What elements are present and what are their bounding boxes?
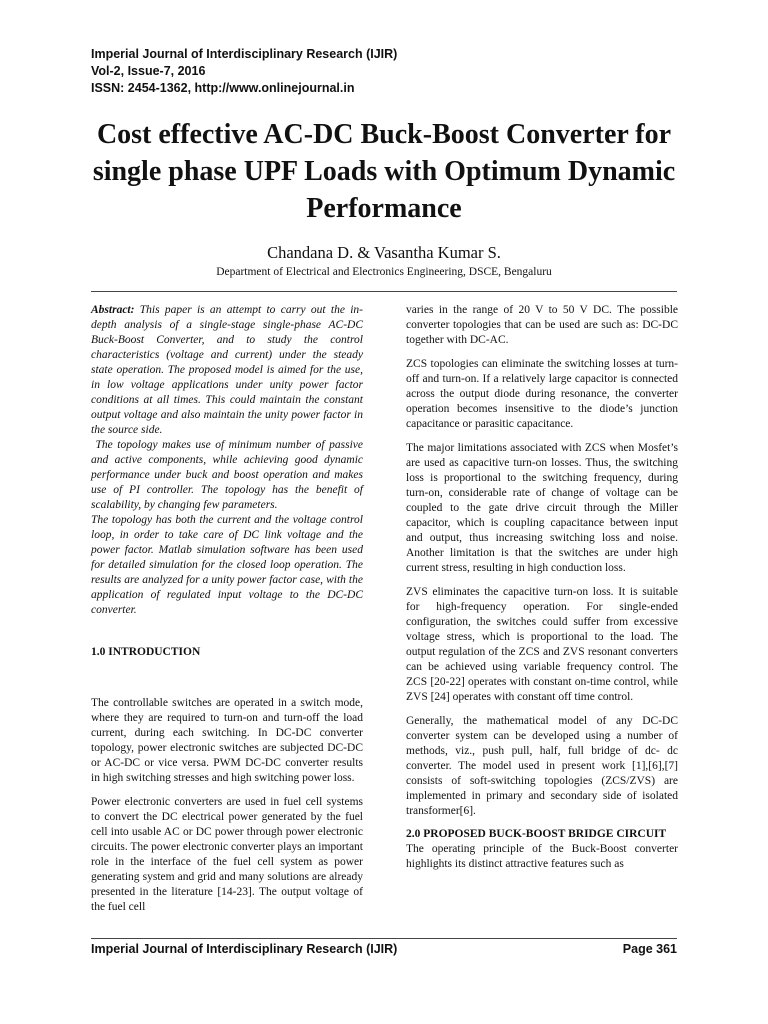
intro-heading: 1.0 INTRODUCTION — [91, 646, 201, 658]
section-2-heading: 2.0 PROPOSED BUCK-BOOST BRIDGE CIRCUIT — [406, 828, 667, 840]
body-paragraph-3: The major limitations associated with ZCS when Mosfet’s are used as capacitive turn-on losses. Thus, the switching loss is proportional to the switching frequency, during turn-on, considerable rate of change of voltage can be coupled to the gate drive circuit through the Miller capacitor, which is coupling capacitance between input and output, thus increasing switching loss and noise. Another limitation is that the switches are under high current stress, resulting in high conduction loss. — [406, 442, 678, 574]
intro-paragraph-2: Power electronic converters are used in fuel cell systems to convert the DC electrical power generated by the fuel cell into usable AC or DC power through power electronic circuits. The power electronic converter plays an important role in the interface of the fuel cell system as power generating system and grid and many solutions are already presented in the literature [14-23]. The output voltage of the fuel cell — [91, 796, 363, 913]
left-column — [91, 303, 363, 915]
body-paragraph-1: varies in the range of 20 V to 50 V DC. The possible converter topologies that can be used are such as: DC-DC together with DC-AC. — [406, 304, 678, 346]
abstract-paragraph-2 — [91, 438, 363, 513]
footer-divider — [91, 938, 677, 939]
abstract — [91, 303, 363, 618]
abstract-text-2: The topology makes use of minimum number of passive and active components, while achieving good dynamic performance under buck and boost operation and makes use of PI controller. The topology has the benefit of scalability, by changing few parameters. — [91, 439, 364, 511]
volume-issue: Vol-2, Issue-7, 2016 — [91, 64, 206, 78]
journal-header — [91, 46, 691, 97]
header-divider — [91, 291, 677, 292]
right-column — [406, 303, 678, 872]
footer-journal-name: Imperial Journal of Interdisciplinary Research (IJIR) — [91, 942, 398, 956]
body-paragraph-4: ZVS eliminates the capacitive turn-on loss. It is suitable for high-frequency operation. For single-ended configuration, the switches could suffer from excessive voltage stress, which is proportional to the load. The output regulation of the ZCS and ZVS resonant converters can be achieved using variable frequency control. The ZCS [20-22] operates with constant on-time control, while ZVS [24] operates with constant off time control. — [406, 586, 678, 703]
abstract-text-1: This paper is an attempt to carry out the in-depth analysis of a single-stage single-phase AC-DC Buck-Boost Converter, and to study the control characteristics (voltage and current) under the steady state operation. The proposed model is aimed for the use, in low voltage applications under unity power factor conditions at all times. This could maintain the constant output voltage and also maintain the unity power factor in the source side. — [91, 304, 364, 436]
body-paragraph-5: Generally, the mathematical model of any DC-DC converter system can be developed using a number of methods, viz., push pull, half, full bridge of dc- dc converter. The model used in present work [1],[6],[7] consists of soft-switching topologies (ZCS/ZVS) are implemented in primary and secondary side of isolated transformer[6]. — [406, 715, 678, 817]
intro-paragraph-1: The controllable switches are operated in a switch mode, where they are required to turn-on and turn-off the load current, during each switching. In DC-DC converter topology, power electronic switches are subjected DC-DC or AC-DC or vice versa. PWM DC-DC converter results in high switching stresses and high switching power loss. — [91, 697, 363, 784]
page-number: Page 361 — [622, 942, 677, 956]
journal-name: Imperial Journal of Interdisciplinary Research (IJIR) — [91, 47, 398, 61]
issn-url: ISSN: 2454-1362, http://www.onlinejournal.in — [91, 81, 355, 95]
body-paragraph-2: ZCS topologies can eliminate the switching losses at turn-off and turn-on. If a relatively large capacitor is connected across the output diode during resonance, the converter operation becomes insensitive to the diode’s junction capacitance or parasitic capacitance. — [406, 358, 678, 430]
body-paragraph-6: The operating principle of the Buck-Boost converter highlights its distinct attractive features such as — [406, 843, 678, 870]
abstract-paragraph-3: The topology has both the current and the voltage control loop, in order to take care of DC link voltage and the power factor. Matlab simulation software has been used for detailed simulation for the closed loop operation. The results are analyzed for a unity power factor case, with the application of regulated input voltage to the DC-DC converter. — [91, 514, 363, 616]
authors: Chandana D. & Vasantha Kumar S. — [267, 243, 501, 262]
abstract-label: Abstract: — [91, 304, 135, 316]
affiliation: Department of Electrical and Electronics Engineering, DSCE, Bengaluru — [216, 266, 552, 278]
paper-title: Cost effective AC-DC Buck-Boost Converter for single phase UPF Loads with Optimum Dynamic Performance — [92, 119, 676, 224]
abstract-paragraph-1 — [91, 303, 363, 438]
